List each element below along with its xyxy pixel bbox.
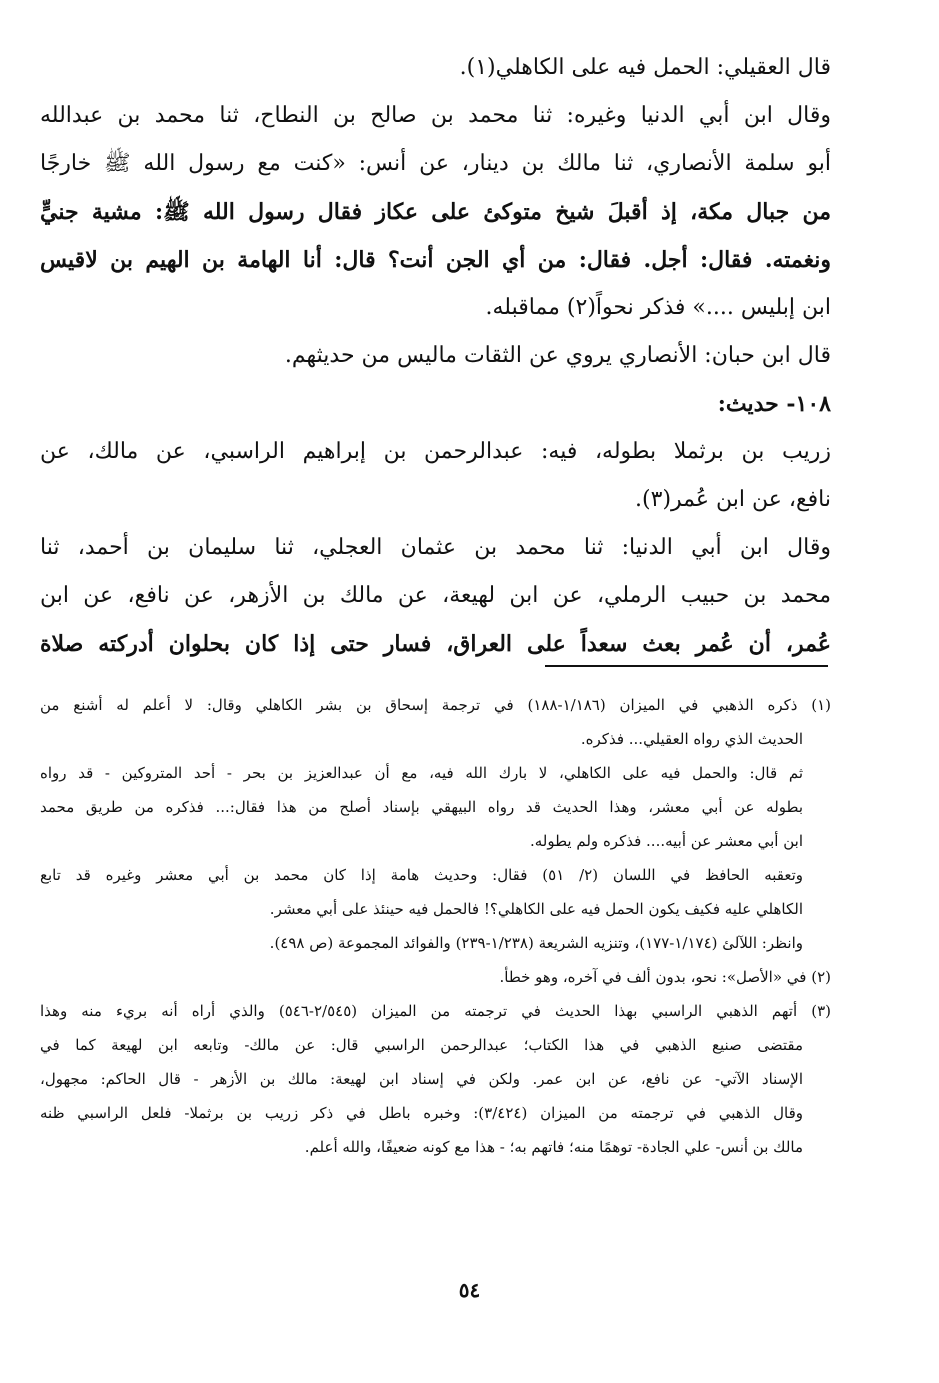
page-number: ٥٤ bbox=[458, 1278, 481, 1302]
main-text-line: زريب بن برثملا بطوله، فيه: عبدالرحمن بن إبراهيم الراسبي، عن مالك، عن bbox=[40, 439, 831, 464]
footnote-line: ابن أبي معشر عن أبيه.... فذكره ولم يطوله. bbox=[530, 832, 803, 850]
footnote-line: مالك بن أنس- علي الجادة- توهمًا منه؛ فاتهم به؛ - هذا مع كونه ضعيفًا، والله أعلم. bbox=[304, 1138, 803, 1156]
main-text-line: محمد بن حبيب الرملي، عن ابن لهيعة، عن مالك بن الأزهر، عن نافع، عن ابن bbox=[40, 583, 831, 608]
footnote-line: الحديث الذي رواه العقيلي... فذكره. bbox=[580, 730, 803, 748]
footnote-separator bbox=[545, 665, 828, 667]
main-text-line: نافع، عن ابن عُمر(٣). bbox=[635, 487, 831, 512]
footnote-line: (١) ذكره الذهبي في الميزان (١/١٨٦-١٨٨) في ترجمة إسحاق بن بشر الكاهلي وقال: لا أعلم له أشنع من bbox=[40, 696, 831, 714]
main-text-line: ابن إبليس ....» فذكر نحواً(٢) مماقبله. bbox=[485, 295, 831, 320]
footnote-line: مقتضى صنيع الذهبي في هذا الكتاب؛ عبدالرحمن الراسبي قال: عن مالك- وتابعه ابن لهيعة كما في bbox=[40, 1036, 803, 1054]
main-text-line: ١٠٨- حديث: bbox=[717, 391, 831, 417]
footnotes bbox=[40, 688, 831, 1164]
main-text-line: قال العقيلي: الحمل فيه على الكاهلي(١). bbox=[459, 55, 831, 80]
footnote-line: (٢) في «الأصل»: نحو، بدون ألف في آخره، وهو خطأ. bbox=[499, 968, 831, 986]
footnote-line: ثم قال: والحمل فيه على الكاهلي، لا بارك الله فيه، مع أن عبدالعزيز بن بحر - أحد المتروكين - قد رواه bbox=[40, 764, 803, 782]
main-text-line: أبو سلمة الأنصاري، ثنا مالك بن دينار، عن أنس: «كنت مع رسول الله ﷺ خارجًا bbox=[40, 151, 831, 176]
footnote-line: (٣) أتهم الذهبي الراسبي بهذا الحديث في ترجمته من الميزان (٢/٥٤٥-٥٤٦) والذي أراه أنه بريء منه وهذا bbox=[40, 1002, 831, 1020]
main-text-line: وقال ابن أبي الدنيا: ثنا محمد بن عثمان العجلي، ثنا سليمان بن أحمد، ثنا bbox=[40, 535, 831, 560]
main-text-line: قال ابن حبان: الأنصاري يروي عن الثقات ماليس من حديثهم. bbox=[284, 343, 831, 368]
footnote-line: بطوله عن أبي معشر، وهذا الحديث قد رواه البيهقي بإسناد أصلح من هذا فقال:... فذكره من طريق محمد bbox=[40, 798, 803, 816]
main-text-line: من جبال مكة، إذ أقبلَ شيخ متوكئ على عكاز فقال رسول الله ﷺ: مشية جنيٍّ bbox=[40, 199, 831, 225]
footnote-line: وانظر: اللآلئ (١/١٧٤-١٧٧)، وتنزيه الشريعة (١/٢٣٨-٢٣٩) والفوائد المجموعة (ص ٤٩٨). bbox=[269, 934, 803, 952]
footnote-line: الإسناد الآتي- عن نافع، عن ابن عمر. ولكن في إسناد ابن لهيعة: مالك بن الأزهر - قال الحاكم: مجهول، bbox=[40, 1070, 803, 1088]
main-text-line: وقال ابن أبي الدنيا وغيره: ثنا محمد بن صالح بن النطاح، ثنا محمد بن عبدالله bbox=[40, 103, 831, 128]
main-text-line: عُمر، أن عُمر بعث سعداً على العراق، فسار حتى إذا كان بحلوان أدركته صلاة bbox=[40, 631, 831, 657]
footnote-line: الكاهلي عليه فكيف يكون الحمل فيه على الكاهلي؟! فالحمل فيه حينئذ على أبي معشر. bbox=[269, 900, 803, 918]
footnote-line: وتعقبه الحافظ في اللسان (٢/ ٥١) فقال: وحديث هامة إذا كان محمد بن أبي معشر وغيره قد تابع bbox=[40, 866, 803, 884]
main-text bbox=[40, 44, 831, 668]
main-text-line: ونغمته. فقال: أجل. فقال: من أي الجن أنت؟ قال: أنا الهامة بن الهيم بن لاقيس bbox=[40, 247, 831, 273]
footnote-line: وقال الذهبي في ترجمته من الميزان (٣/٤٢٤): وخبره باطل في ذكر زريب بن برثملا- فلعل الراسبي ظنه bbox=[40, 1104, 803, 1122]
